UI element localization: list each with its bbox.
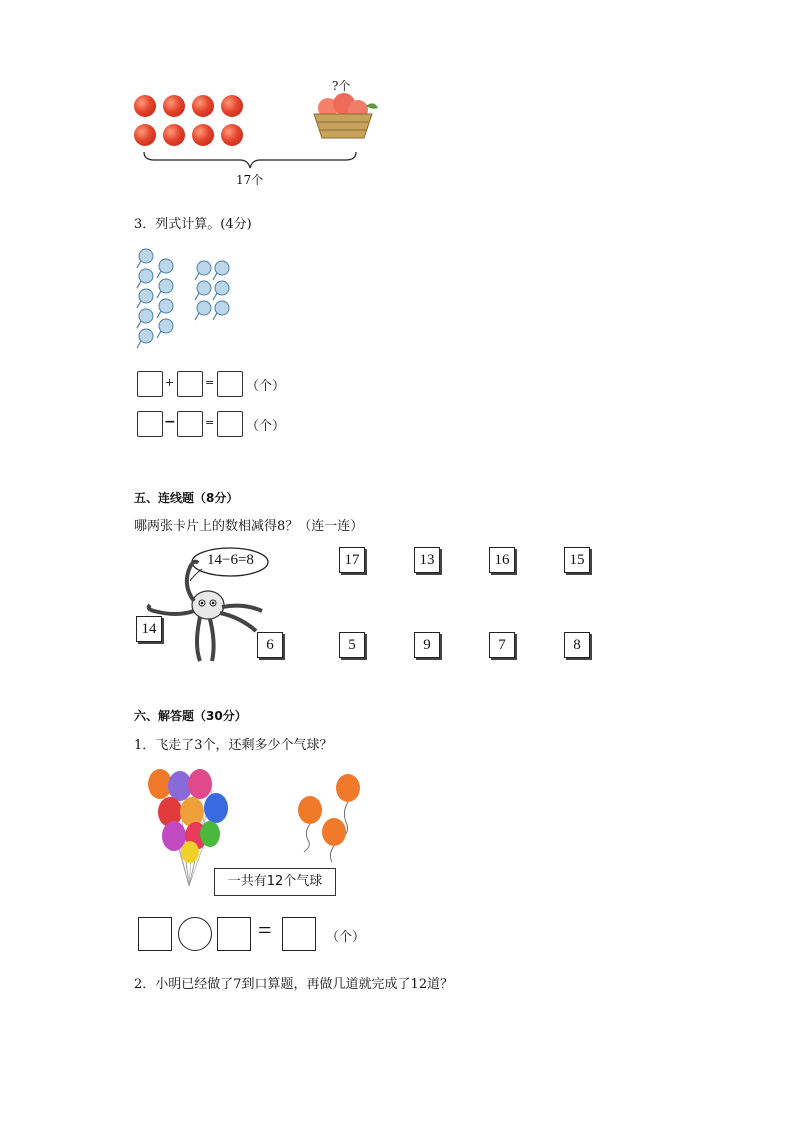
answer-square[interactable]	[138, 917, 172, 951]
number-card-top[interactable]: 17	[339, 547, 365, 573]
question-2: 2．小明已经做了7到口算题，再做几道就完成了12道？	[134, 977, 454, 992]
answer-box[interactable]	[177, 411, 203, 437]
equals-sign: =	[205, 376, 215, 389]
answer-box[interactable]	[217, 371, 243, 397]
number-card-bottom[interactable]: 5	[339, 632, 365, 658]
answer-box[interactable]	[137, 411, 163, 437]
question-1: 1．飞走了3个，还剩多少个气球？	[134, 738, 333, 753]
fruit-icon	[221, 124, 243, 146]
number-card-bottom[interactable]: 9	[414, 632, 440, 658]
total-count-label: 17个	[236, 173, 264, 187]
unit-label: （个）	[246, 379, 286, 394]
balloon-total-text: 一共有12个气球	[227, 874, 323, 889]
section-6-title: 六、解答题（30分）	[134, 709, 247, 723]
equals-sign: =	[258, 918, 272, 944]
fruit-icon	[192, 95, 214, 117]
operator-circle[interactable]	[178, 917, 212, 951]
number-card-top[interactable]: 15	[564, 547, 590, 573]
answer-box[interactable]	[137, 371, 163, 397]
basket-count-label: ?个	[332, 79, 351, 93]
answer-box[interactable]	[217, 411, 243, 437]
fruit-icon	[163, 124, 185, 146]
example-card-6: 6	[257, 632, 283, 658]
answer-square[interactable]	[282, 917, 316, 951]
lollipop-group-left	[134, 246, 178, 352]
fruit-icon	[163, 95, 185, 117]
fruit-basket-icon	[306, 92, 380, 144]
speech-bubble-text: 14−6=8	[207, 552, 254, 568]
section-3-title: 3．列式计算。(4分)	[134, 217, 252, 232]
flying-balloons-illustration	[286, 772, 366, 866]
example-card-14: 14	[136, 616, 162, 642]
fruit-icon	[134, 95, 156, 117]
fruit-icon	[221, 95, 243, 117]
number-card-top[interactable]: 13	[414, 547, 440, 573]
number-card-top[interactable]: 16	[489, 547, 515, 573]
fruit-icon	[192, 124, 214, 146]
plus-sign: +	[165, 376, 175, 389]
answer-square[interactable]	[217, 917, 251, 951]
balloon-total-label	[214, 868, 336, 896]
section-5-title: 五、连线题（8分）	[134, 491, 239, 505]
section-5-question: 哪两张卡片上的数相减得8？（连一连）	[134, 519, 364, 534]
minus-sign: −	[164, 414, 176, 430]
unit-label: （个）	[246, 419, 286, 434]
unit-label: （个）	[326, 930, 366, 945]
fruit-icon	[134, 124, 156, 146]
number-card-bottom[interactable]: 8	[564, 632, 590, 658]
octopus-illustration	[136, 545, 276, 665]
equals-sign: =	[205, 416, 215, 429]
lollipop-group-right	[192, 258, 236, 328]
total-brace	[140, 150, 360, 170]
number-card-bottom[interactable]: 7	[489, 632, 515, 658]
answer-box[interactable]	[177, 371, 203, 397]
